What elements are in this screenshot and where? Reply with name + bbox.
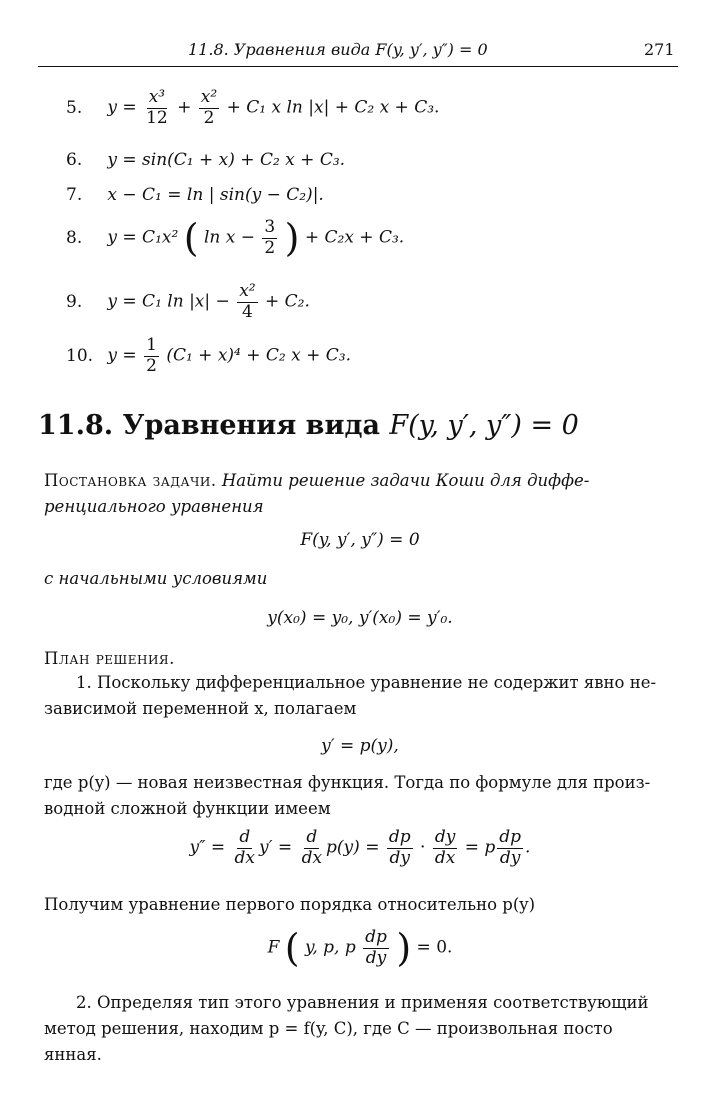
answer-9: 9. y = C₁ ln |x| − $\frac{\text{x²}}{4}$ + C₂. <box>66 281 310 322</box>
plan-label: План решения. <box>44 649 175 668</box>
equation-ode: F(y, y′, y″) = 0 <box>300 530 420 550</box>
answer-5: 5. y = $\frac{\text{x³}}{12}$ + $\frac{\text{x²}}{2}$ + C₁ x ln |x| + C₂ x + C₃. <box>66 87 440 128</box>
answer-7: 7. x − C₁ = ln | sin(y − C₂)|. <box>66 185 324 205</box>
equation-initial-conditions: y(x₀) = y₀, y′(x₀) = y′₀. <box>267 608 453 628</box>
equation-first-order: F ( y, p, p $\frac{dp}{dy}$ ) = 0. <box>267 926 453 971</box>
left-paren: ( <box>183 216 199 261</box>
header-rule <box>38 66 678 67</box>
right-paren: ) <box>284 216 300 261</box>
answer-10: 10. y = $\frac{1}{2}$ (C₁ + x)⁴ + C₂ x + C₃. <box>66 335 351 376</box>
running-header-title: 11.8. Уравнения вида F(y, y′, y″) = 0 <box>188 40 488 59</box>
plan-paragraph-derivative: где p(y) — новая неизвестная функция. Тогда по формуле для произ- водной сложной функции имеем <box>44 773 651 818</box>
problem-statement: Постановка задачи. Найти решение задачи Коши для диффе- ренциального уравнения <box>44 471 590 516</box>
section-title: 11.8. Уравнения вида F(y, y′, y″) = 0 <box>38 410 579 441</box>
answer-6: 6. y = sin(C₁ + x) + C₂ x + C₃. <box>66 150 346 170</box>
plan-first-order-line: Получим уравнение первого порядка относительно p(y) <box>44 895 536 914</box>
left-paren: ( <box>284 926 300 971</box>
initial-conditions-label: с начальными условиями <box>44 569 268 588</box>
page-number: 271 <box>644 40 675 59</box>
plan-step-2: 2. Определяя тип этого уравнения и применяя соответствующий метод решения, находим p = f(y, C), где C — произвольная посто янная. <box>44 993 649 1064</box>
equation-chain-rule: y″ = $\frac{d}{dx}$ y′ = $\frac{d}{dx}$ p(y) = $\frac{dp}{dy}$ · $\frac{dy}{dx}$ = p $\frac{dp}{dy}$ . <box>189 827 531 868</box>
plan-step-1: 1. Поскольку дифференциальное уравнение не содержит явно не- зависимой переменной x, полагаем <box>44 673 657 718</box>
answer-8: 8. y = C₁x² ( ln x − $\frac{3}{2}$ ) + C₂x + C₃. <box>66 216 405 261</box>
right-paren: ) <box>396 926 412 971</box>
equation-substitution: y′ = p(y), <box>321 736 399 756</box>
